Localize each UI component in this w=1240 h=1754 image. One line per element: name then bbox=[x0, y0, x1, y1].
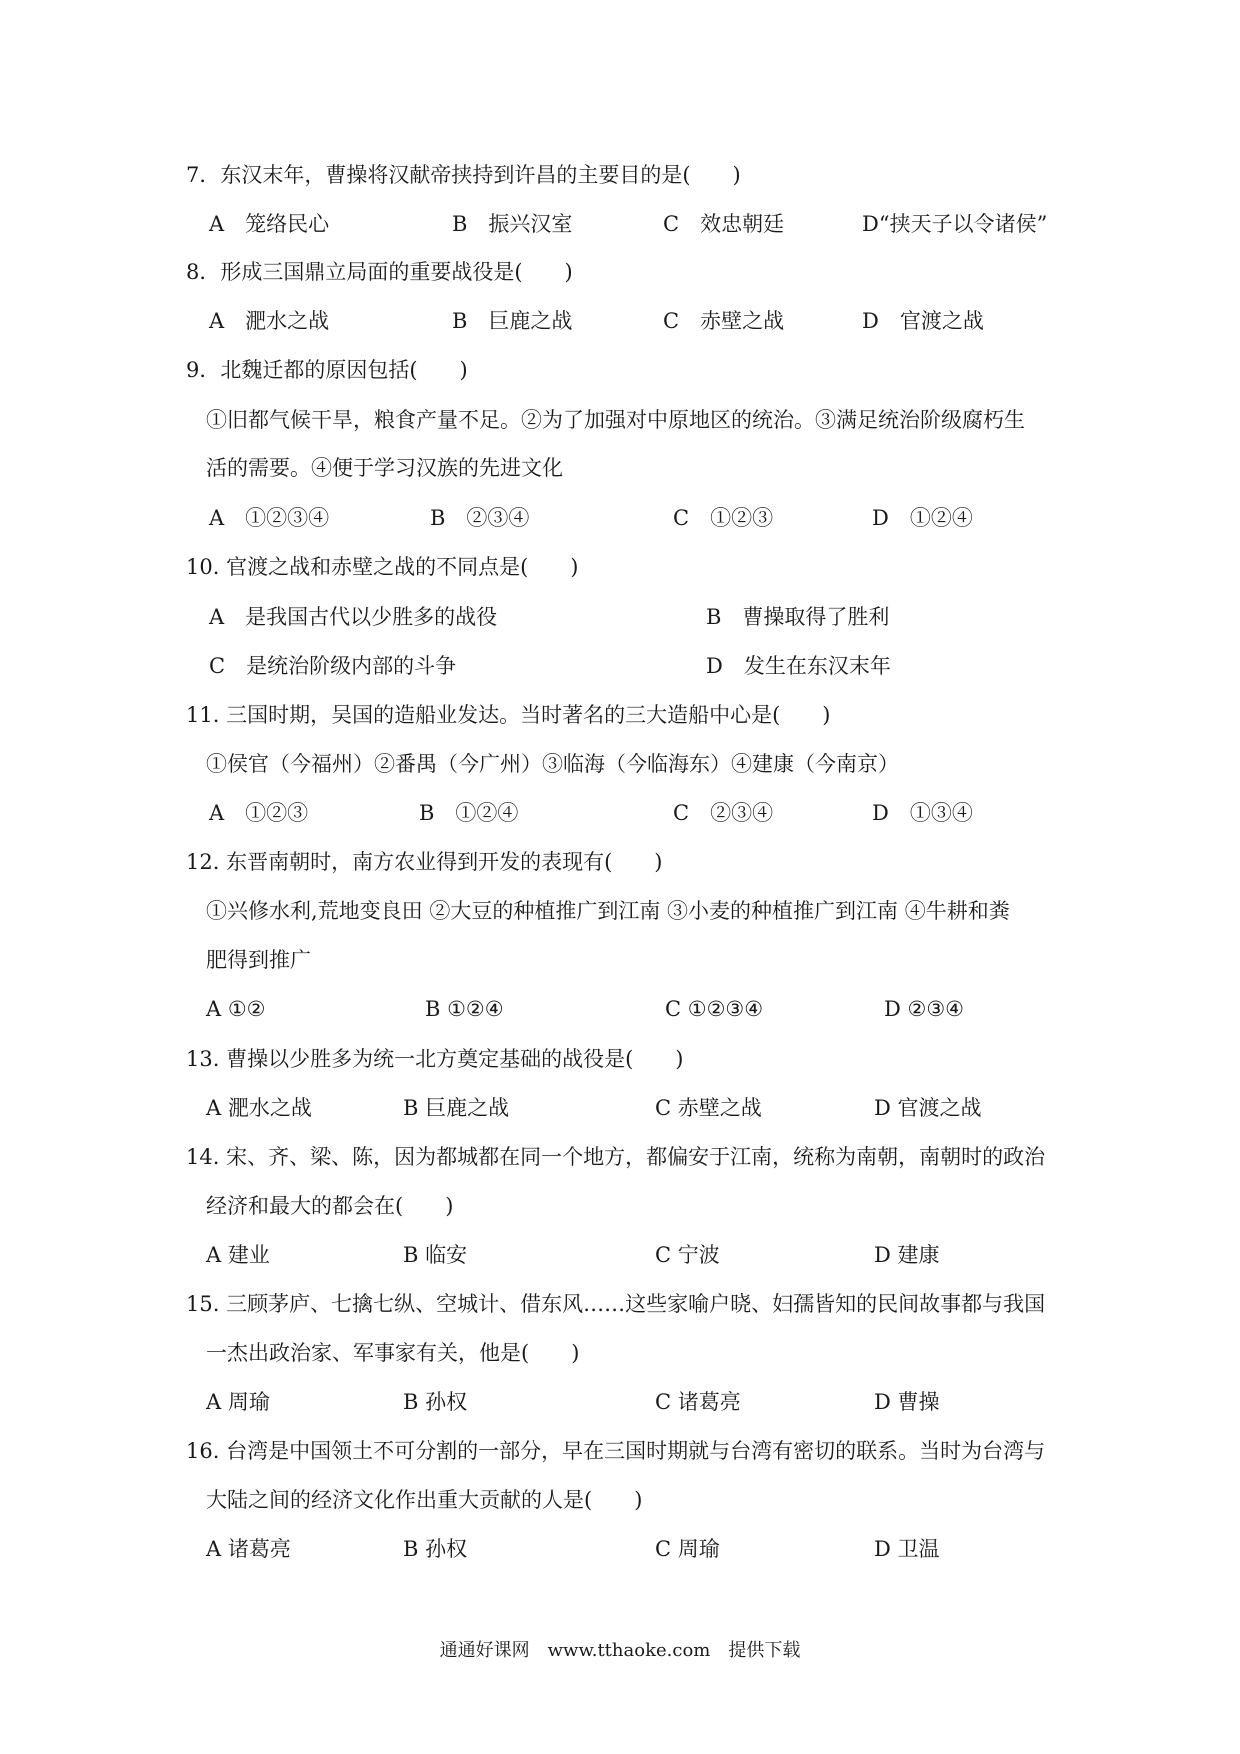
question-15-option-c: C 诸葛亮 bbox=[655, 1390, 741, 1414]
question-12-statement-line-2: 肥得到推广 bbox=[206, 948, 311, 972]
question-16-option-a: A 诸葛亮 bbox=[206, 1537, 291, 1561]
question-9-statement-line-2: 活的需要。④便于学习汉族的先进文化 bbox=[206, 456, 563, 480]
question-14-option-b: B 临安 bbox=[403, 1243, 468, 1267]
question-7-option-a: A 笼络民心 bbox=[209, 212, 330, 236]
question-11-option-d: D ①③④ bbox=[872, 801, 973, 825]
question-9-option-c: C ①②③ bbox=[673, 506, 774, 530]
question-13-option-b: B 巨鹿之战 bbox=[403, 1096, 510, 1120]
question-9-statement-line-1: ①旧都气候干旱，粮食产量不足。②为了加强对中原地区的统治。③满足统治阶级腐朽生 bbox=[206, 408, 1025, 432]
question-14-option-a: A 建业 bbox=[206, 1243, 270, 1267]
question-12-stem: 12. 东晋南朝时，南方农业得到开发的表现有( ) bbox=[186, 850, 663, 874]
question-14-stem-line-2: 经济和最大的都会在( ) bbox=[206, 1194, 454, 1218]
question-11-statement-line-1: ①侯官（今福州）②番禺（今广州）③临海（今临海东）④建康（今南京） bbox=[206, 752, 899, 776]
question-11-option-b: B ①②④ bbox=[419, 801, 519, 825]
question-13-option-a: A 淝水之战 bbox=[206, 1096, 312, 1120]
question-7-stem: 7．东汉末年，曹操将汉献帝挟持到许昌的主要目的是( ) bbox=[186, 163, 741, 187]
question-8-option-c: C 赤壁之战 bbox=[663, 309, 785, 333]
question-12-option-c: C ①②③④ bbox=[665, 997, 764, 1021]
question-8-option-b: B 巨鹿之战 bbox=[452, 309, 573, 333]
question-9-option-b: B ②③④ bbox=[430, 506, 530, 530]
question-9-stem: 9．北魏迁都的原因包括( ) bbox=[186, 358, 468, 382]
question-10-stem: 10. 官渡之战和赤壁之战的不同点是( ) bbox=[186, 555, 579, 579]
question-10-option-d: D 发生在东汉末年 bbox=[706, 654, 891, 678]
question-7-option-b: B 振兴汉室 bbox=[452, 212, 573, 236]
question-8-option-d: D 官渡之战 bbox=[862, 309, 984, 333]
question-11-option-c: C ②③④ bbox=[673, 801, 774, 825]
question-11-option-a: A ①②③ bbox=[209, 801, 309, 825]
question-16-option-b: B 孙权 bbox=[403, 1537, 468, 1561]
question-16-option-c: C 周瑜 bbox=[655, 1537, 720, 1561]
question-15-option-b: B 孙权 bbox=[403, 1390, 468, 1414]
question-9-option-d: D ①②④ bbox=[872, 506, 973, 530]
question-11-stem: 11. 三国时期，吴国的造船业发达。当时著名的三大造船中心是( ) bbox=[186, 703, 831, 727]
question-16-stem-line-2: 大陆之间的经济文化作出重大贡献的人是( ) bbox=[206, 1488, 643, 1512]
question-16-stem: 16. 台湾是中国领土不可分割的一部分，早在三国时期就与台湾有密切的联系。当时为台湾与 bbox=[186, 1439, 1046, 1463]
question-16-option-d: D 卫温 bbox=[874, 1537, 940, 1561]
question-13-option-d: D 官渡之战 bbox=[874, 1096, 982, 1120]
question-15-stem-line-2: 一杰出政治家、军事家有关，他是( ) bbox=[206, 1341, 580, 1365]
question-12-statement-line-1: ①兴修水利,荒地变良田 ②大豆的种植推广到江南 ③小麦的种植推广到江南 ④牛耕和粪 bbox=[206, 899, 1010, 923]
question-12-option-a: A ①② bbox=[206, 997, 266, 1021]
question-13-stem: 13. 曹操以少胜多为统一北方奠定基础的战役是( ) bbox=[186, 1047, 684, 1071]
question-12-option-d: D ②③④ bbox=[884, 997, 964, 1021]
question-10-option-b: B 曹操取得了胜利 bbox=[706, 605, 890, 629]
question-8-stem: 8．形成三国鼎立局面的重要战役是( ) bbox=[186, 260, 573, 284]
question-7-option-d: D“挟天子以令诸侯” bbox=[862, 212, 1048, 236]
question-12-option-b: B ①②④ bbox=[425, 997, 504, 1021]
question-10-option-c: C 是统治阶级内部的斗争 bbox=[209, 654, 457, 678]
question-7-option-c: C 效忠朝廷 bbox=[663, 212, 785, 236]
question-14-stem: 14. 宋、齐、梁、陈，因为都城都在同一个地方，都偏安于江南，统称为南朝，南朝时的政治 bbox=[186, 1145, 1046, 1169]
question-14-option-d: D 建康 bbox=[874, 1243, 940, 1267]
question-9-option-a: A ①②③④ bbox=[209, 506, 330, 530]
page-footer: 通通好课网 www.tthaoke.com 提供下载 bbox=[439, 1640, 801, 1661]
question-8-option-a: A 淝水之战 bbox=[209, 309, 330, 333]
question-10-option-a: A 是我国古代以少胜多的战役 bbox=[209, 605, 498, 629]
question-15-option-a: A 周瑜 bbox=[206, 1390, 270, 1414]
question-15-stem: 15. 三顾茅庐、七擒七纵、空城计、借东风……这些家喻户晓、妇孺皆知的民间故事都与我国 bbox=[186, 1292, 1046, 1316]
question-13-option-c: C 赤壁之战 bbox=[655, 1096, 762, 1120]
question-14-option-c: C 宁波 bbox=[655, 1243, 720, 1267]
question-15-option-d: D 曹操 bbox=[874, 1390, 940, 1414]
